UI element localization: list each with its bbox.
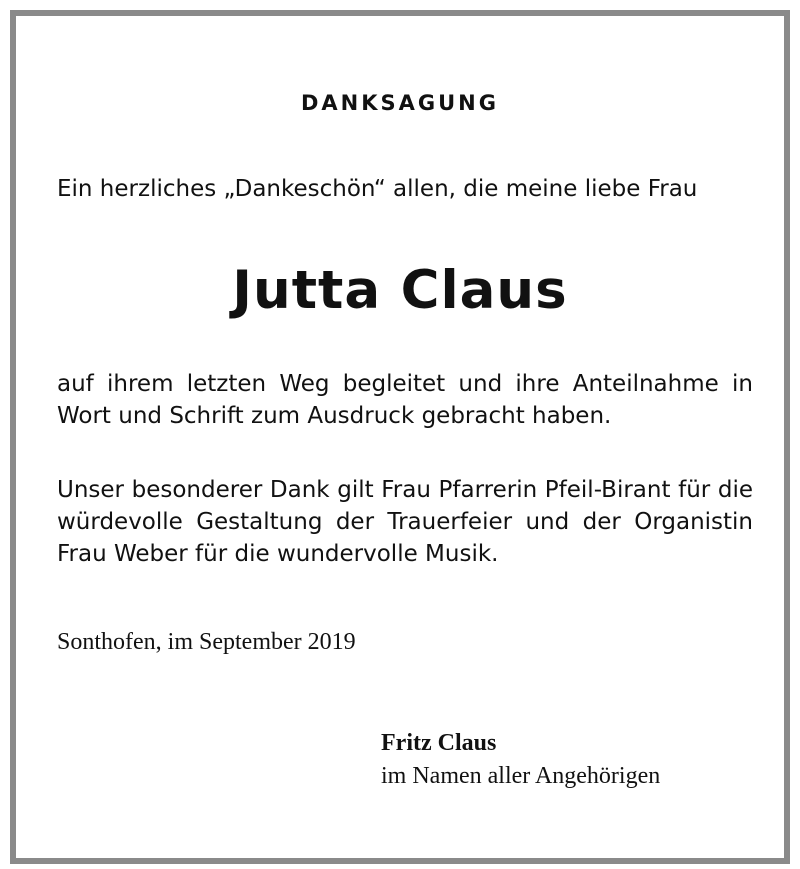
deceased-name: Jutta Claus (232, 260, 568, 321)
special-thanks-paragraph: Unser besonderer Dank gilt Frau Pfarrerin Pfeil-Birant für die würdevolle Gestaltung der Trauerfeier und der Organistin Frau Weber für die wundervolle Musik. (57, 477, 753, 567)
signer-name: Fritz Claus (381, 730, 497, 756)
place-date: Sonthofen, im September 2019 (57, 629, 356, 655)
notice-heading: DANKSAGUNG (300, 91, 499, 115)
intro-paragraph: Ein herzliches „Dankeschön“ allen, die meine liebe Frau (57, 176, 698, 202)
thanks-paragraph: auf ihrem letzten Weg begleitet und ihre Anteilnahme in Wort und Schrift zum Ausdruck gebracht haben. (57, 371, 753, 429)
signer-subtitle: im Namen aller Angehörigen (381, 763, 661, 789)
notice-frame (10, 10, 790, 864)
